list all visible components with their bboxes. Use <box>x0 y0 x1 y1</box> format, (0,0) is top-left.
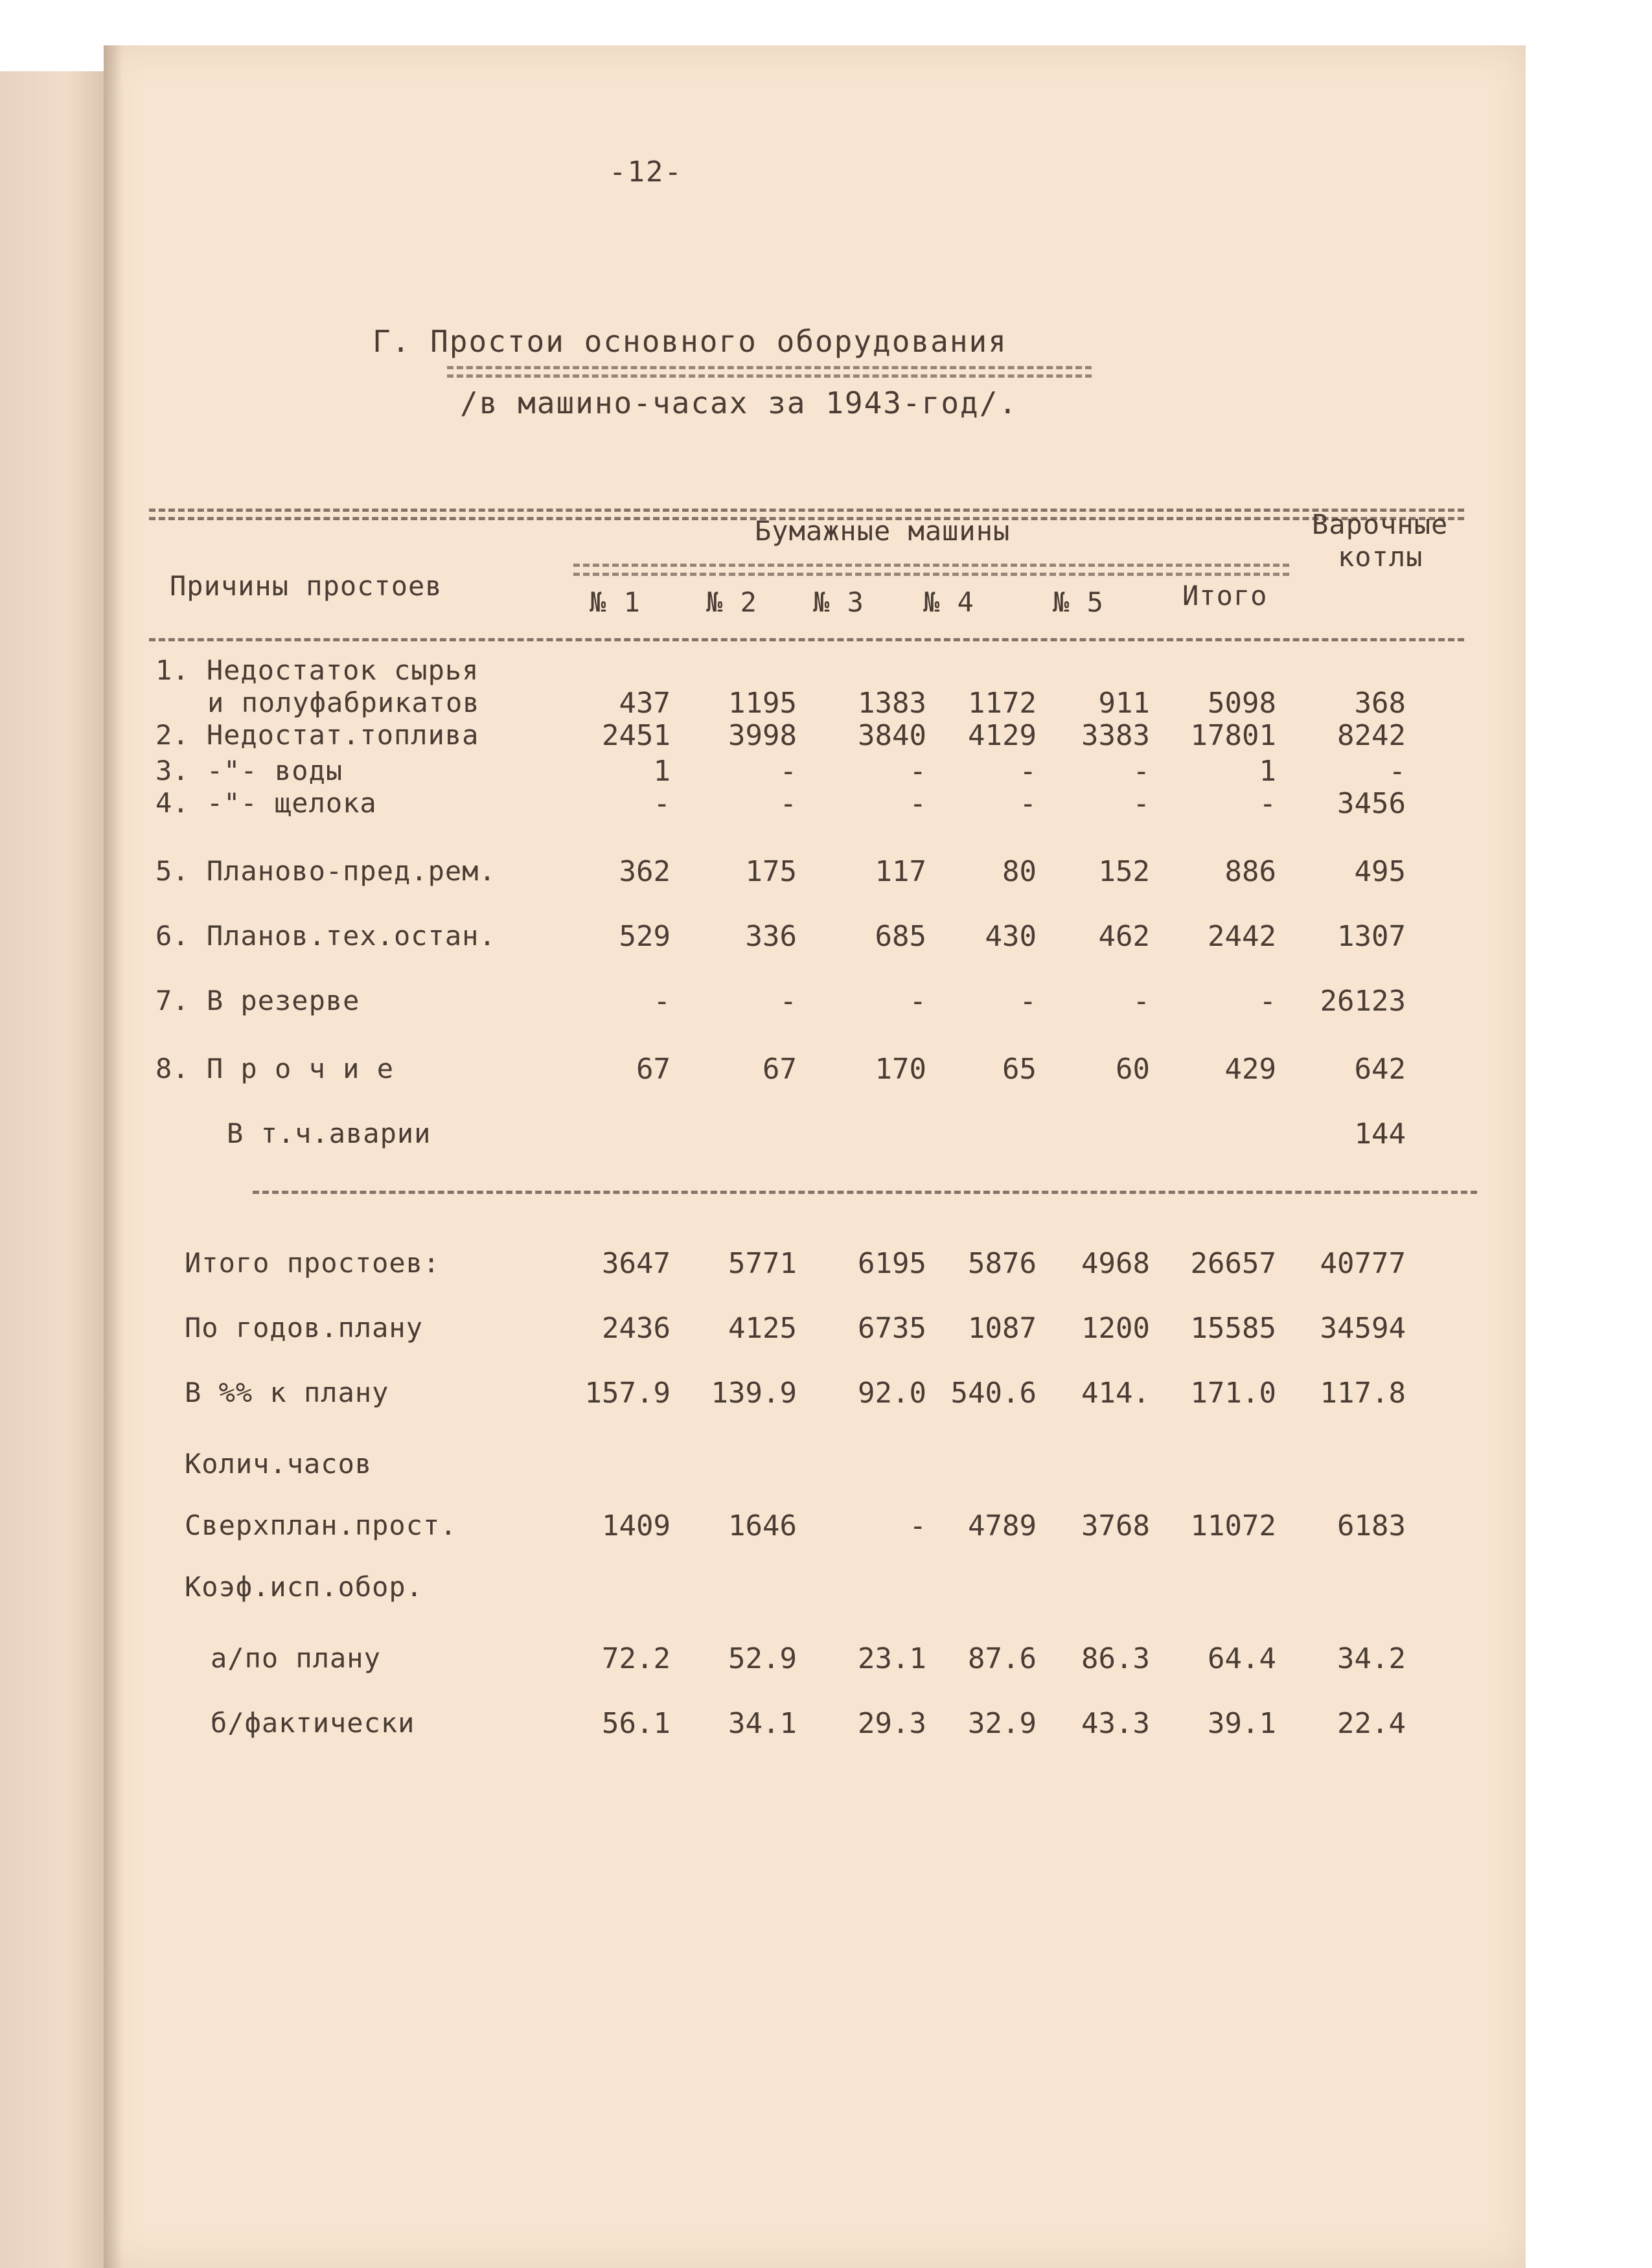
downtime-row-label: 1. Недостаток сырья <box>155 654 479 686</box>
downtime-cell: 495 <box>1354 855 1406 888</box>
boilers-header-line2: котлы <box>1338 541 1423 573</box>
summary-cell: 4125 <box>728 1312 797 1345</box>
downtime-cell: 336 <box>745 920 797 953</box>
column-header-m2: № 2 <box>706 586 757 618</box>
summary-row-label: а/по плану <box>211 1642 381 1674</box>
summary-cell: 26657 <box>1190 1247 1276 1280</box>
downtime-cell: - <box>909 985 926 1018</box>
downtime-cell: - <box>1132 985 1150 1018</box>
downtime-cell: 152 <box>1098 855 1150 888</box>
downtime-cell: - <box>1019 985 1037 1018</box>
downtime-cell: - <box>779 985 797 1018</box>
column-header-m5: № 5 <box>1053 586 1104 618</box>
summary-cell: 171.0 <box>1190 1377 1276 1410</box>
summary-cell: 1087 <box>968 1312 1037 1345</box>
summary-row-label: По годов.плану <box>185 1312 424 1344</box>
downtime-cell: - <box>1019 755 1037 788</box>
downtime-cell: 65 <box>1002 1053 1037 1086</box>
downtime-row-label: 6. Планов.тех.остан. <box>155 920 496 952</box>
summary-separator-rule <box>253 1191 1477 1194</box>
downtime-cell: 117 <box>875 855 926 888</box>
summary-cell: 1200 <box>1081 1312 1150 1345</box>
summary-cell: 139.9 <box>711 1377 797 1410</box>
downtime-cell: - <box>1259 985 1276 1018</box>
downtime-row-label: и полуфабрикатов <box>207 687 480 718</box>
document-subtitle: /в машино-часах за 1943-год/. <box>460 385 1018 420</box>
table-top-rule <box>149 509 1464 512</box>
downtime-cell: 529 <box>619 920 671 953</box>
summary-cell: 32.9 <box>968 1707 1037 1740</box>
downtime-cell: 462 <box>1098 920 1150 953</box>
summary-cell: 29.3 <box>858 1707 926 1740</box>
summary-row-label: Колич.часов <box>185 1448 373 1480</box>
downtime-cell: 1307 <box>1337 920 1406 953</box>
summary-cell: 92.0 <box>858 1377 926 1410</box>
summary-row-label: Коэф.исп.обор. <box>185 1571 424 1603</box>
downtime-row-label: 2. Недостат.топлива <box>155 719 479 751</box>
downtime-cell: 3840 <box>858 719 926 752</box>
summary-cell: - <box>909 1509 926 1542</box>
column-header-m4: № 4 <box>923 586 974 618</box>
summary-cell: 64.4 <box>1208 1642 1276 1675</box>
downtime-cell: - <box>1132 755 1150 788</box>
summary-cell: 6183 <box>1337 1509 1406 1542</box>
downtime-row-label: 4. -"- щелока <box>155 787 377 819</box>
downtime-cell: 8242 <box>1337 719 1406 752</box>
downtime-cell: 17801 <box>1190 719 1276 752</box>
summary-cell: 4968 <box>1081 1247 1150 1280</box>
downtime-cell: 1 <box>1259 755 1276 788</box>
downtime-cell: 1195 <box>728 687 797 720</box>
downtime-cell: - <box>909 755 926 788</box>
summary-cell: 34.1 <box>728 1707 797 1740</box>
downtime-cell: 4129 <box>968 719 1037 752</box>
machines-header-rule-second <box>573 573 1289 576</box>
downtime-cell: 430 <box>985 920 1037 953</box>
document-title: Г. Простои основного оборудования <box>373 324 1007 359</box>
summary-cell: 540.6 <box>950 1377 1037 1410</box>
downtime-cell: - <box>779 787 797 820</box>
summary-cell: 11072 <box>1190 1509 1276 1542</box>
downtime-cell: 886 <box>1224 855 1276 888</box>
downtime-row-label: 7. В резерве <box>155 985 360 1016</box>
downtime-cell: 3998 <box>728 719 797 752</box>
summary-row-label: Сверхплан.прост. <box>185 1509 457 1541</box>
summary-cell: 86.3 <box>1081 1642 1150 1675</box>
downtime-cell: 1172 <box>968 687 1037 720</box>
machines-header-rule <box>573 564 1289 567</box>
downtime-cell: - <box>779 755 797 788</box>
summary-cell: 3768 <box>1081 1509 1150 1542</box>
summary-cell: 23.1 <box>858 1642 926 1675</box>
summary-cell: 39.1 <box>1208 1707 1276 1740</box>
downtime-cell: 2442 <box>1208 920 1276 953</box>
downtime-cell: 685 <box>875 920 926 953</box>
downtime-cell: - <box>1019 787 1037 820</box>
downtime-cell: 80 <box>1002 855 1037 888</box>
summary-cell: 87.6 <box>968 1642 1037 1675</box>
column-header-m3: № 3 <box>813 586 864 618</box>
downtime-cell: 26123 <box>1320 985 1406 1018</box>
downtime-cell: 429 <box>1224 1053 1276 1086</box>
summary-cell: 157.9 <box>584 1377 671 1410</box>
downtime-row-label: 3. -"- воды <box>155 755 343 786</box>
downtime-cell: 175 <box>745 855 797 888</box>
downtime-cell: - <box>1132 787 1150 820</box>
summary-cell: 2436 <box>602 1312 671 1345</box>
summary-cell: 1409 <box>602 1509 671 1542</box>
column-header-total: Итого <box>1182 580 1268 612</box>
page-number: -12- <box>609 155 683 189</box>
downtime-cell: 437 <box>619 687 671 720</box>
downtime-cell: - <box>1259 787 1276 820</box>
summary-cell: 72.2 <box>602 1642 671 1675</box>
downtime-cell: 67 <box>636 1053 671 1086</box>
document-page <box>104 45 1526 2268</box>
paper-machines-header: Бумажные машины <box>755 515 1011 547</box>
summary-row-label: Итого простоев: <box>185 1247 441 1279</box>
downtime-cell: - <box>1388 755 1406 788</box>
summary-cell: 4789 <box>968 1509 1037 1542</box>
summary-cell: 43.3 <box>1081 1707 1150 1740</box>
downtime-cell: 1 <box>653 755 671 788</box>
downtime-cell: 1383 <box>858 687 926 720</box>
downtime-cell: 60 <box>1116 1053 1150 1086</box>
boilers-header-line1: Варочные <box>1312 509 1449 540</box>
downtime-row-label: 8. П р о ч и е <box>155 1053 395 1084</box>
downtime-cell: 368 <box>1354 687 1406 720</box>
title-underline <box>447 366 1092 369</box>
summary-cell: 3647 <box>602 1247 671 1280</box>
downtime-cell: 3456 <box>1337 787 1406 820</box>
summary-cell: 117.8 <box>1320 1377 1406 1410</box>
downtime-cell: - <box>653 985 671 1018</box>
summary-cell: 22.4 <box>1337 1707 1406 1740</box>
downtime-row-label: В т.ч.аварии <box>227 1117 431 1149</box>
reasons-header: Причины простоев <box>170 570 442 602</box>
summary-cell: 414. <box>1081 1377 1150 1410</box>
summary-row-label: В %% к плану <box>185 1377 389 1408</box>
downtime-cell: 170 <box>875 1053 926 1086</box>
summary-cell: 5771 <box>728 1247 797 1280</box>
downtime-cell: - <box>653 787 671 820</box>
downtime-row-label: 5. Планово-пред.рем. <box>155 855 496 887</box>
summary-cell: 52.9 <box>728 1642 797 1675</box>
summary-cell: 40777 <box>1320 1247 1406 1280</box>
downtime-cell: 3383 <box>1081 719 1150 752</box>
summary-cell: 15585 <box>1190 1312 1276 1345</box>
title-underline-second <box>447 374 1092 378</box>
downtime-cell: 362 <box>619 855 671 888</box>
summary-cell: 34594 <box>1320 1312 1406 1345</box>
summary-cell: 56.1 <box>602 1707 671 1740</box>
header-bottom-rule <box>149 638 1464 641</box>
downtime-cell: 5098 <box>1208 687 1276 720</box>
downtime-cell: 67 <box>763 1053 797 1086</box>
summary-cell: 34.2 <box>1337 1642 1406 1675</box>
downtime-cell: 2451 <box>602 719 671 752</box>
downtime-cell: 144 <box>1354 1117 1406 1151</box>
summary-cell: 6735 <box>858 1312 926 1345</box>
page-spine-shadow <box>104 45 123 2268</box>
summary-cell: 6195 <box>858 1247 926 1280</box>
downtime-cell: 911 <box>1098 687 1150 720</box>
summary-cell: 5876 <box>968 1247 1037 1280</box>
downtime-cell: - <box>909 787 926 820</box>
facing-page-edge <box>0 71 110 2268</box>
summary-cell: 1646 <box>728 1509 797 1542</box>
summary-row-label: б/фактически <box>211 1707 415 1739</box>
column-header-m1: № 1 <box>590 586 641 618</box>
downtime-cell: 642 <box>1354 1053 1406 1086</box>
